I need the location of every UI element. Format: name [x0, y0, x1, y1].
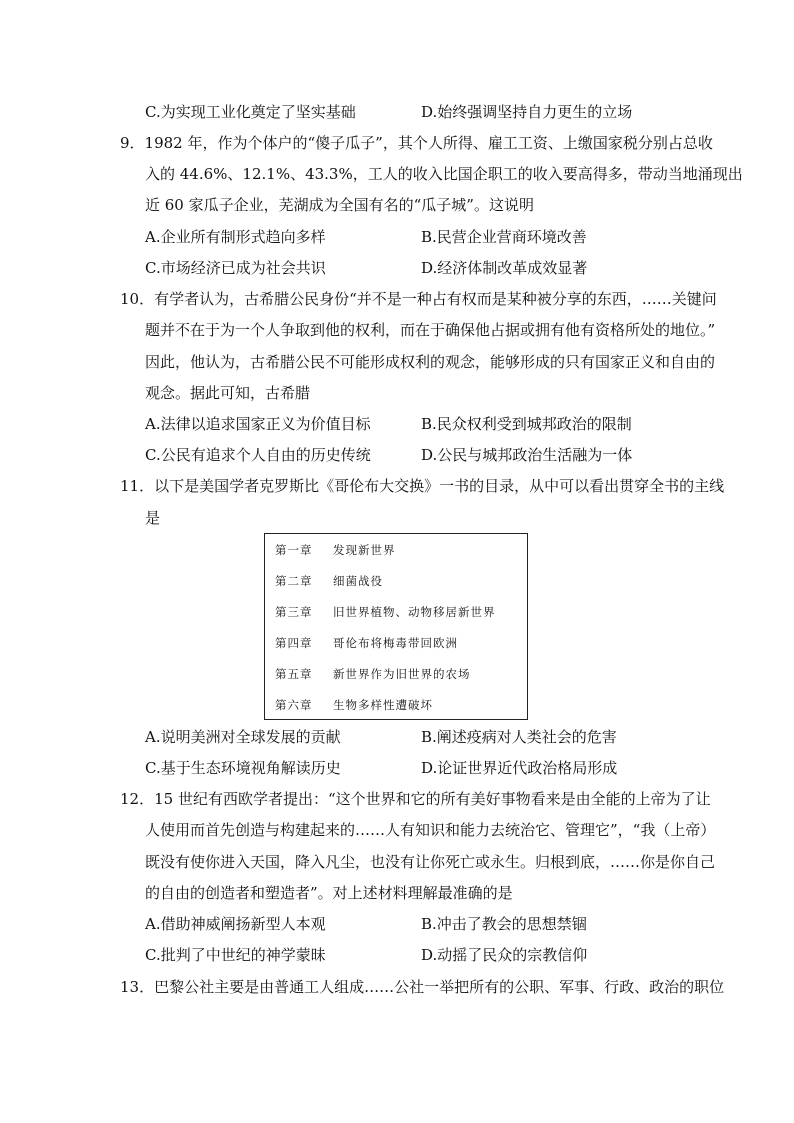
q10-option-c: C.公民有追求个人自由的历史传统	[145, 446, 371, 464]
q11-stem-line-1: 11．以下是美国学者克罗斯比《哥伦布大交换》一书的目录，从中可以看出贯穿全书的主线	[120, 477, 725, 495]
toc-title: 生物多样性遭破坏	[333, 698, 433, 712]
q9-stem-line-3: 近 60 家瓜子企业，芜湖成为全国有名的“瓜子城”。这说明	[145, 196, 534, 214]
q12-stem-line-2: 人使用而首先创造与构建起来的……人有知识和能力去统治它、管理它”，“我（上帝）	[145, 821, 716, 839]
q10-stem-line-4: 观念。据此可知，古希腊	[145, 384, 311, 402]
q11-option-c: C.基于生态环境视角解读历史	[145, 759, 341, 777]
q12-stem-line-4: 的自由的创造者和塑造者”。对上述材料理解最准确的是	[145, 884, 513, 902]
q11-option-a: A.说明美洲对全球发展的贡献	[145, 728, 341, 746]
toc-row	[275, 542, 396, 558]
toc-title: 旧世界植物、动物移居新世界	[333, 605, 496, 619]
q10-stem-line-1: 10．有学者认为，古希腊公民身份“并不是一种占有权而是某种被分享的东西，……关键问	[120, 290, 717, 308]
q11-option-b: B.阐述疫病对人类社会的危害	[421, 728, 617, 746]
q12-option-d: D.动摇了民众的宗教信仰	[421, 946, 588, 964]
q10-option-b: B.民众权利受到城邦政治的限制	[421, 415, 632, 433]
toc-chapter: 第二章	[275, 574, 313, 588]
toc-chapter: 第三章	[275, 605, 313, 619]
toc-row	[275, 604, 496, 620]
q12-option-b: B.冲击了教会的思想禁锢	[421, 915, 587, 933]
q8-option-c: C.为实现工业化奠定了坚实基础	[145, 103, 356, 121]
toc-title: 哥伦布将梅毒带回欧洲	[333, 636, 458, 650]
q10-option-a: A.法律以追求国家正义为价值目标	[145, 415, 371, 433]
q11-option-d: D.论证世界近代政治格局形成	[421, 759, 618, 777]
q12-option-c: C.批判了中世纪的神学蒙昧	[145, 946, 326, 964]
q12-stem-line-3: 既没有使你进入天国，降入凡尘，也没有让你死亡或永生。归根到底，……你是你自己	[145, 853, 716, 871]
toc-title: 发现新世界	[333, 543, 396, 557]
q10-stem-line-2: 题并不在于为一个人争取到他的权利，而在于确保他占据或拥有他有资格所处的地位。”	[145, 321, 716, 339]
q10-stem-line-3: 因此，他认为，古希腊公民不可能形成权利的观念，能够形成的只有国家正义和自由的	[145, 353, 716, 371]
q12-stem-line-1: 12．15 世纪有西欧学者提出：“这个世界和它的所有美好事物看来是由全能的上帝为了让	[120, 790, 711, 808]
q9-option-c: C.市场经济已成为社会共识	[145, 259, 326, 277]
toc-row	[275, 573, 383, 589]
q9-stem-line-1: 9．1982 年，作为个体户的“傻子瓜子”，其个人所得、雇工工资、上缴国家税分别占总收	[120, 134, 713, 152]
toc-chapter: 第五章	[275, 667, 313, 681]
q10-option-d: D.公民与城邦政治生活融为一体	[421, 446, 633, 464]
toc-row	[275, 666, 471, 682]
q9-option-b: B.民营企业营商环境改善	[421, 228, 587, 246]
toc-chapter: 第一章	[275, 543, 313, 557]
q8-option-d: D.始终强调坚持自力更生的立场	[421, 103, 633, 121]
q9-option-a: A.企业所有制形式趋向多样	[145, 228, 326, 246]
toc-chapter: 第四章	[275, 636, 313, 650]
toc-title: 新世界作为旧世界的农场	[333, 667, 471, 681]
table-of-contents-box	[264, 533, 528, 720]
toc-row	[275, 697, 433, 713]
q9-option-d: D.经济体制改革成效显著	[421, 259, 588, 277]
toc-title: 细菌战役	[333, 574, 383, 588]
q9-stem-line-2: 入的 44.6%、12.1%、43.3%，工人的收入比国企职工的收入要高得多，带动当地涌现出	[145, 165, 743, 183]
toc-row	[275, 635, 458, 651]
toc-chapter: 第六章	[275, 698, 313, 712]
q12-option-a: A.借助神威阐扬新型人本观	[145, 915, 326, 933]
q11-stem-line-2: 是	[145, 509, 161, 527]
q13-stem-line-1: 13．巴黎公社主要是由普通工人组成……公社一举把所有的公职、军事、行政、政治的职位	[120, 978, 725, 996]
